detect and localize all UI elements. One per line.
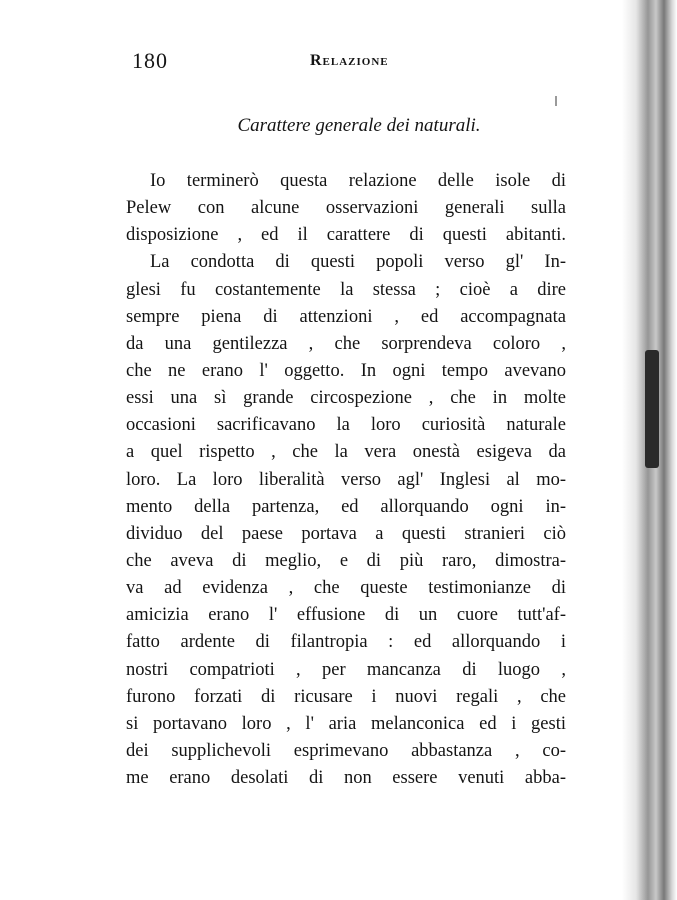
binding-mark xyxy=(645,350,659,468)
text-line: disposizione , ed il carattere di questi abitanti. xyxy=(126,225,566,246)
text-line: Pelew con alcune osservazioni generali sulla xyxy=(126,198,566,219)
text-line: occasioni sacrificavano la loro curiosità naturale xyxy=(126,415,566,436)
text-line: va ad evidenza , che queste testimonianze di xyxy=(126,578,566,599)
text-line: furono forzati di ricusare i nuovi regali , che xyxy=(126,686,566,707)
text-line: La condotta di questi popoli verso gl' In- xyxy=(150,252,566,273)
text-line: a quel rispetto , che la vera onestà esigeva da xyxy=(126,442,566,463)
text-line: amicizia erano l' effusione di un cuore tutt'af- xyxy=(126,605,566,626)
text-line: dividuo del paese portava a questi stranieri ciò xyxy=(126,523,566,544)
text-line: mento della partenza, ed allorquando ogni in- xyxy=(126,496,566,517)
running-head: Relazione xyxy=(310,52,389,69)
text-line: me erano desolati di non essere venuti abba- xyxy=(126,768,566,789)
text-line: da una gentilezza , che sorprendeva coloro , xyxy=(126,333,566,354)
ink-speck xyxy=(555,96,557,106)
text-line: loro. La loro liberalità verso agl' Inglesi al mo- xyxy=(126,469,566,490)
text-line: sempre piena di attenzioni , ed accompagnata xyxy=(126,306,566,327)
text-line: nostri compatrioti , per mancanza di luogo , xyxy=(126,659,566,680)
text-line: essi una sì grande circospezione , che in molte xyxy=(126,388,566,409)
section-title: Carattere generale dei naturali. xyxy=(237,115,481,136)
page-number: 180 xyxy=(132,48,168,73)
page-header xyxy=(132,44,562,80)
text-line: che ne erano l' oggetto. In ogni tempo avevano xyxy=(126,360,566,381)
text-line: fatto ardente di filantropia : ed allorquando i xyxy=(126,632,566,653)
text-line: Io terminerò questa relazione delle isole di xyxy=(150,171,566,191)
text-line: che aveva di meglio, e di più raro, dimostra- xyxy=(126,550,566,571)
text-line: glesi fu costantemente la stessa ; cioè a dire xyxy=(126,279,566,300)
text-line: si portavano loro , l' aria melanconica ed i gesti xyxy=(126,713,566,734)
body-text xyxy=(126,168,566,792)
text-line: dei supplichevoli esprimevano abbastanza , co- xyxy=(126,740,566,761)
